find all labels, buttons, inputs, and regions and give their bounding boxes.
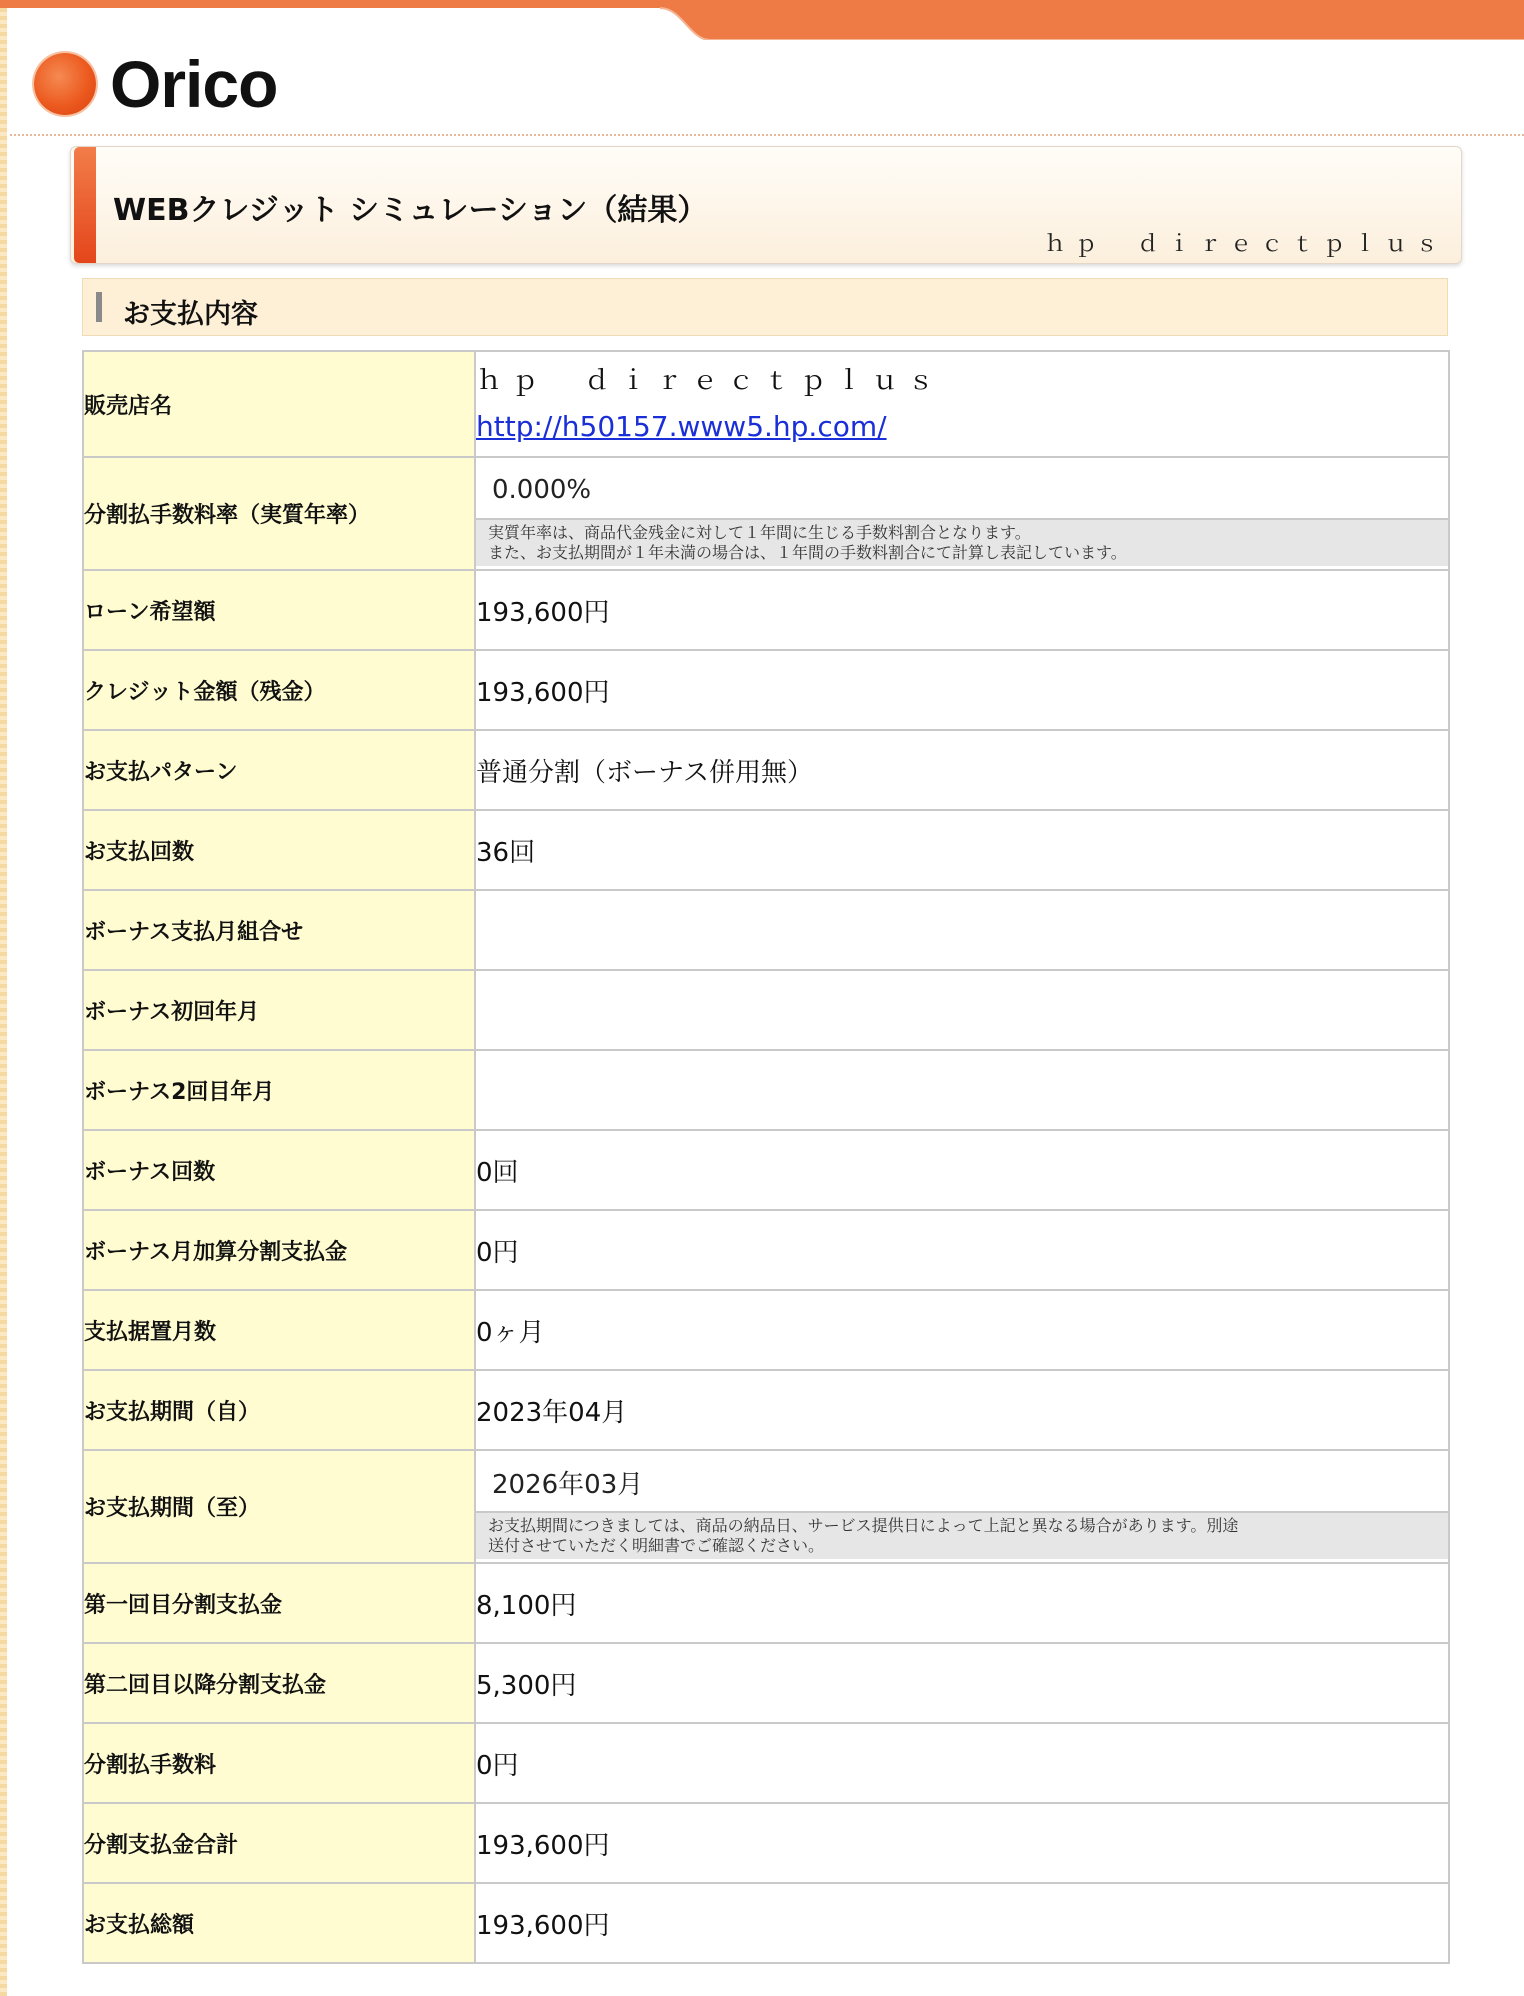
table-row [84, 1564, 1448, 1642]
table-row [84, 971, 1448, 1049]
row-label: 第一回目分割支払金 [84, 1564, 474, 1642]
section-header [82, 278, 1448, 336]
table-row [84, 571, 1448, 649]
table-row [84, 1371, 1448, 1449]
row-value: 193,600円 [476, 1804, 1448, 1882]
row-value: 0円 [476, 1724, 1448, 1802]
row-label: 分割支払金合計 [84, 1804, 474, 1882]
table-row [84, 1804, 1448, 1882]
header-divider [10, 134, 1524, 136]
table-row [84, 811, 1448, 889]
period-note [476, 1511, 1448, 1559]
page-left-stripe [0, 0, 7, 1996]
row-value [476, 971, 1448, 1049]
rate-note-line: また、お支払期間が１年未満の場合は、１年間の手数料割合にて計算し表記しています。 [488, 543, 1127, 562]
row-label: お支払パターン [84, 731, 474, 809]
row-label: お支払期間（至） [84, 1451, 474, 1562]
row-label: クレジット金額（残金） [84, 651, 474, 729]
row-value [476, 1051, 1448, 1129]
row-label: ボーナス支払月組合せ [84, 891, 474, 969]
table-row [84, 731, 1448, 809]
row-value: 0回 [476, 1131, 1448, 1209]
orico-logo-mark-icon [34, 53, 96, 115]
table-row [84, 1291, 1448, 1369]
store-name: ｈｐ ｄｉｒｅｃｔｐｌｕｓ [476, 365, 945, 396]
row-label: お支払回数 [84, 811, 474, 889]
row-value [476, 891, 1448, 969]
rate-value: 0.000% [492, 474, 592, 505]
row-label: お支払期間（自） [84, 1371, 474, 1449]
row-label: ボーナス初回年月 [84, 971, 474, 1049]
section-title: お支払内容 [123, 299, 258, 330]
store-cell [476, 352, 1448, 456]
page-subtitle: ｈｐ ｄｉｒｅｃｔｐｌｕｓ [1043, 232, 1447, 257]
table-row [84, 1211, 1448, 1289]
row-label: 支払据置月数 [84, 1291, 474, 1369]
table-row [84, 1051, 1448, 1129]
header-band [0, 0, 1524, 40]
row-value: 36回 [476, 811, 1448, 889]
period-to-cell [476, 1451, 1448, 1562]
row-label: 分割払手数料 [84, 1724, 474, 1802]
row-label: 第二回目以降分割支払金 [84, 1644, 474, 1722]
row-value: 0ヶ月 [476, 1291, 1448, 1369]
row-label: お支払総額 [84, 1884, 474, 1962]
row-label: ローン希望額 [84, 571, 474, 649]
row-value: 5,300円 [476, 1644, 1448, 1722]
row-value: 193,600円 [476, 571, 1448, 649]
rate-cell [476, 458, 1448, 569]
orico-logo [34, 44, 277, 124]
table-row-period-to [84, 1451, 1448, 1562]
store-url-link[interactable]: http://h50157.www5.hp.com/ [476, 409, 887, 443]
row-value: 0円 [476, 1211, 1448, 1289]
row-value: 193,600円 [476, 1884, 1448, 1962]
row-label: 分割払手数料率（実質年率） [84, 458, 474, 569]
period-note-line: お支払期間につきましては、商品の納品日、サービス提供日によって上記と異なる場合があります。別途 [488, 1516, 1239, 1535]
table-row [84, 1131, 1448, 1209]
row-value: 普通分割（ボーナス併用無） [476, 731, 1448, 809]
row-label: ボーナス2回目年月 [84, 1051, 474, 1129]
orico-logo-text: Orico [110, 47, 278, 121]
table-row [84, 1884, 1448, 1962]
row-value: 2023年04月 [476, 1371, 1448, 1449]
table-row [84, 891, 1448, 969]
table-row [84, 1724, 1448, 1802]
row-value: 8,100円 [476, 1564, 1448, 1642]
row-label: ボーナス月加算分割支払金 [84, 1211, 474, 1289]
title-accent-bar [74, 147, 96, 263]
row-label: 販売店名 [84, 352, 474, 456]
period-note-line: 送付させていただく明細書でご確認ください。 [488, 1536, 825, 1555]
row-label: ボーナス回数 [84, 1131, 474, 1209]
table-row [84, 1644, 1448, 1722]
table-row [84, 651, 1448, 729]
payment-details-table [82, 350, 1450, 1964]
rate-note [476, 518, 1448, 566]
period-to-value: 2026年03月 [492, 1470, 644, 1500]
section-bar-icon [96, 292, 102, 322]
page-title-box [70, 146, 1462, 264]
rate-note-line: 実質年率は、商品代金残金に対して１年間に生じる手数料割合となります。 [488, 523, 1031, 542]
page-title: WEBクレジット シミュレーション（結果） [113, 193, 708, 228]
row-value: 193,600円 [476, 651, 1448, 729]
table-row-store [84, 352, 1448, 456]
table-row-rate [84, 458, 1448, 569]
